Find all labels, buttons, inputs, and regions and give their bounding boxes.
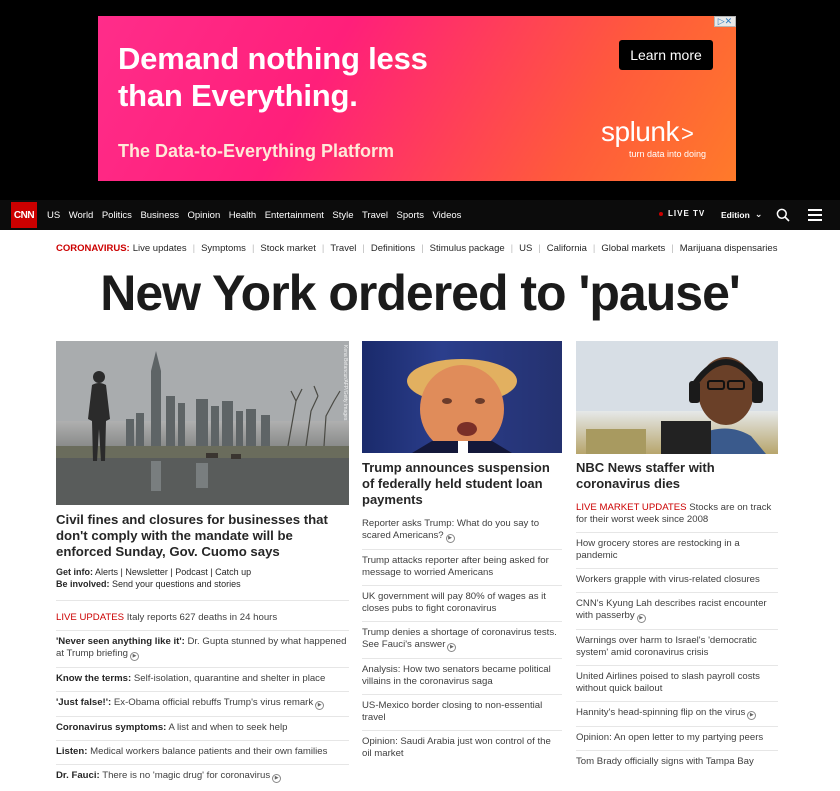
info-line-be-involved — [56, 578, 349, 590]
list-item[interactable] — [362, 549, 562, 585]
nav-link-opinion[interactable]: Opinion — [187, 209, 221, 221]
list-item-text: Ex-Obama official rebuffs Trump's virus remark — [113, 697, 314, 708]
subnav-divider: | — [671, 243, 674, 254]
list-item-prefix: 'Never seen anything like it': — [56, 636, 185, 647]
list-item[interactable] — [362, 658, 562, 694]
list-item[interactable] — [56, 740, 349, 764]
nav-link-sports[interactable]: Sports — [396, 209, 425, 221]
photo-credit: Kena Betancur/AFP/Getty Images — [342, 345, 348, 421]
list-item-text: Opinion: An open letter to my partying peers — [576, 732, 764, 743]
list-item-prefix: Listen: — [56, 746, 88, 757]
list-item[interactable] — [362, 730, 562, 766]
nav-link-business[interactable]: Business — [140, 209, 179, 221]
nav-link-entertainment[interactable]: Entertainment — [264, 209, 324, 221]
list-item-prefix: Dr. Fauci: — [56, 770, 100, 781]
nav-link-world[interactable]: World — [68, 209, 94, 221]
subnav-item-live-updates[interactable]: Live updates — [132, 243, 187, 254]
subnav-item-travel[interactable]: Travel — [330, 243, 357, 254]
list-item-text: Trump denies a shortage of coronavirus tests. See Fauci's answer — [362, 627, 557, 650]
live-tv-label: LIVE TV — [668, 209, 706, 218]
top-navigation — [0, 200, 840, 230]
subnav-divider: | — [251, 243, 255, 254]
list-item-text: Tom Brady officially signs with Tampa Bay — [576, 756, 754, 767]
chevron-down-icon: ⌄ — [754, 209, 763, 219]
info-links[interactable]: Alerts | Newsletter | Podcast | Catch up — [95, 567, 252, 577]
ad-headline — [118, 40, 428, 114]
top-story-headline[interactable]: Civil fines and closures for businesses that don't comply with the mandate will be enforced Sunday, Gov. Cuomo says — [56, 512, 328, 559]
splunk-logo-arrow-icon: > — [680, 121, 694, 146]
list-item-text: US-Mexico border closing to non-essential travel — [362, 700, 543, 723]
list-item-prefix: LIVE UPDATES — [56, 612, 125, 623]
ad-banner-area — [0, 0, 840, 200]
subnav-item-us[interactable]: US — [519, 243, 533, 254]
subnav-divider: | — [421, 243, 424, 254]
subnav-item-global-markets[interactable]: Global markets — [601, 243, 666, 254]
list-item-prefix: LIVE MARKET UPDATES — [576, 502, 687, 513]
ad-headline-line2: than Everything. — [118, 78, 358, 113]
list-item-text: Warnings over harm to Israel's 'democratic system' amid coronavirus crisis — [576, 635, 757, 658]
list-item[interactable] — [56, 691, 349, 716]
list-item[interactable] — [56, 716, 349, 740]
list-item[interactable] — [362, 621, 562, 658]
list-item-text: Stocks are on track for their worst week since 2008 — [576, 502, 772, 525]
list-item-text: Dr. Gupta stunned by what happened at Trump briefing — [56, 636, 347, 659]
subnav-item-california[interactable]: California — [546, 243, 587, 254]
video-play-icon: ▶ — [446, 534, 455, 543]
list-item[interactable] — [362, 694, 562, 730]
top-story-list — [56, 607, 349, 789]
splunk-ad[interactable] — [98, 16, 736, 181]
list-item-text: A list and when to seek help — [168, 722, 288, 733]
subnav-item-stock-market[interactable]: Stock market — [260, 243, 316, 254]
trump-story-list — [362, 518, 562, 766]
subnav-item-symptoms[interactable]: Symptoms — [201, 243, 246, 254]
list-item[interactable] — [576, 568, 778, 592]
subnav-item-marijuana-dispensaries[interactable]: Marijuana dispensaries — [679, 243, 778, 254]
list-item[interactable] — [576, 726, 778, 750]
list-item-text: Hannity's head-spinning flip on the virus — [576, 707, 746, 718]
nav-link-travel[interactable]: Travel — [362, 209, 389, 221]
nbc-headline[interactable]: NBC News staffer with coronavirus dies — [576, 460, 715, 491]
live-dot-icon — [659, 212, 663, 216]
menu-icon[interactable] — [808, 209, 822, 221]
list-item-text: How grocery stores are restocking in a pandemic — [576, 538, 740, 561]
list-item-prefix: Coronavirus symptoms: — [56, 722, 167, 733]
subnav-item-stimulus-package[interactable]: Stimulus package — [429, 243, 505, 254]
list-item[interactable] — [56, 630, 349, 667]
subnav-item-definitions[interactable]: Definitions — [370, 243, 416, 254]
list-item[interactable] — [576, 629, 778, 665]
banner-headline[interactable]: New York ordered to 'pause' — [100, 265, 740, 321]
column-top-story — [56, 512, 349, 789]
splunk-logo — [601, 116, 693, 148]
video-play-icon: ▶ — [130, 652, 139, 661]
info-label: Get info: — [56, 567, 93, 577]
subnav-divider: | — [192, 243, 196, 254]
info-label: Be involved: — [56, 579, 110, 589]
section-divider — [56, 600, 349, 601]
list-item-text: Opinion: Saudi Arabia just won control of the oil market — [362, 736, 551, 759]
nav-link-videos[interactable]: Videos — [432, 209, 462, 221]
nav-link-us[interactable]: US — [47, 209, 61, 221]
edition-label: Edition — [721, 209, 750, 220]
list-item[interactable] — [576, 502, 778, 532]
list-item-text: CNN's Kyung Lah describes racist encounter with passerby — [576, 598, 767, 621]
video-play-icon: ▶ — [637, 614, 646, 623]
ad-learn-more-button[interactable]: Learn more — [619, 40, 713, 70]
nbc-story-list — [576, 502, 778, 774]
list-item-prefix: 'Just false!': — [56, 697, 112, 708]
nav-link-style[interactable]: Style — [332, 209, 354, 221]
staffer-portrait-illustration — [576, 341, 778, 454]
cnn-logo[interactable]: CNN — [11, 202, 37, 228]
list-item-text: Workers grapple with virus-related closures — [576, 574, 760, 585]
live-tv-link[interactable] — [659, 209, 705, 218]
info-links[interactable]: Send your questions and stories — [112, 579, 241, 589]
list-item-text: UK government will pay 80% of wages as it closes pubs to fight coronavirus — [362, 591, 546, 614]
search-icon[interactable] — [776, 208, 790, 222]
subnav-divider: | — [510, 243, 514, 254]
coronavirus-subnav — [56, 243, 777, 254]
video-play-icon: ▶ — [747, 711, 756, 720]
subnav-divider: | — [321, 243, 325, 254]
list-item[interactable] — [56, 607, 349, 630]
list-item[interactable] — [576, 665, 778, 701]
video-play-icon: ▶ — [447, 643, 456, 652]
list-item-prefix: Know the terms: — [56, 673, 132, 684]
nav-link-health[interactable]: Health — [228, 209, 257, 221]
ad-headline-line1: Demand nothing less — [118, 41, 428, 76]
list-item-text: Analysis: How two senators became political villains in the coronavirus saga — [362, 664, 551, 687]
ad-subheadline: The Data-to-Everything Platform — [118, 141, 395, 161]
subnav-divider: | — [538, 243, 541, 254]
list-item[interactable] — [362, 518, 562, 549]
column-nbc — [576, 460, 778, 774]
subnav-prefix: CORONAVIRUS: — [56, 243, 130, 254]
subnav-divider: | — [362, 243, 365, 254]
new-york-skyline-photo[interactable] — [56, 341, 349, 505]
list-item[interactable] — [362, 585, 562, 621]
list-item[interactable] — [56, 667, 349, 691]
info-lines — [56, 566, 349, 590]
edition-selector[interactable] — [721, 209, 762, 220]
list-item[interactable] — [576, 750, 778, 774]
info-line-get-info — [56, 566, 349, 578]
column-trump — [362, 460, 562, 766]
list-item[interactable] — [576, 701, 778, 726]
list-item[interactable] — [56, 764, 349, 789]
list-item[interactable] — [576, 532, 778, 568]
ad-tagline: turn data into doing — [629, 149, 707, 159]
list-item-text: Trump attacks reporter after being asked for message to worried Americans — [362, 555, 549, 578]
subnav-divider: | — [592, 243, 596, 254]
nbc-staffer-photo[interactable] — [576, 341, 778, 454]
nav-links — [47, 210, 470, 221]
nav-link-politics[interactable]: Politics — [101, 209, 132, 221]
list-item-text: Medical workers balance patients and their own families — [90, 746, 328, 757]
list-item-text: Italy reports 627 deaths in 24 hours — [126, 612, 278, 623]
list-item-text: There is no 'magic drug' for coronavirus — [102, 770, 271, 781]
video-play-icon: ▶ — [315, 701, 324, 710]
video-play-icon: ▶ — [272, 774, 281, 783]
list-item-text: United Airlines poised to slash payroll costs without quick bailout — [576, 671, 760, 694]
list-item-text: Self-isolation, quarantine and shelter in place — [133, 673, 326, 684]
adchoices-icon[interactable]: ▷✕ — [714, 16, 736, 27]
trump-headline[interactable]: Trump announces suspension of federally held student loan payments — [362, 460, 550, 507]
list-item[interactable] — [576, 592, 778, 629]
skyline-illustration — [56, 341, 349, 505]
splunk-logo-text: splunk — [601, 116, 679, 147]
trump-portrait-illustration — [362, 341, 562, 453]
trump-photo[interactable] — [362, 341, 562, 453]
list-item-text: Reporter asks Trump: What do you say to scared Americans? — [362, 518, 540, 541]
